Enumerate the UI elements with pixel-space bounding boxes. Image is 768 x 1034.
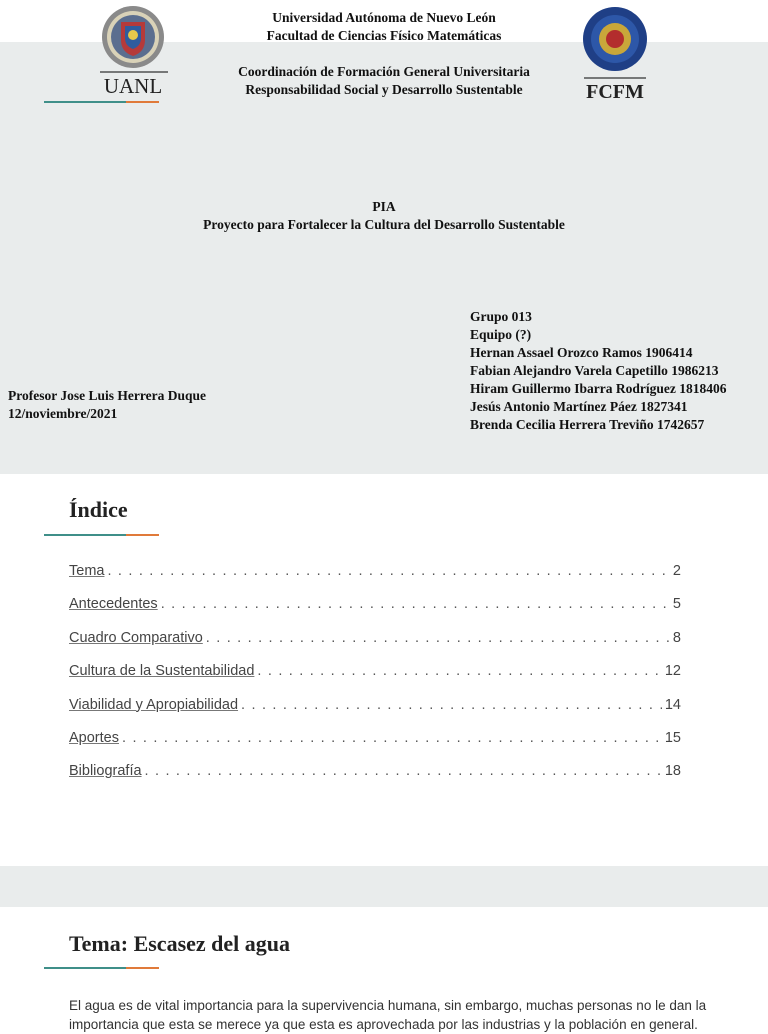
toc-page-number: 2 <box>672 563 681 579</box>
toc-leader <box>241 697 662 713</box>
team-member: Jesús Antonio Martínez Páez 1827341 <box>470 399 688 414</box>
university-name: Universidad Autónoma de Nuevo León <box>272 10 496 25</box>
toc-entry <box>69 763 681 796</box>
toc-link-tema[interactable]: Tema <box>69 563 105 579</box>
toc-link-antecedentes[interactable]: Antecedentes <box>69 596 158 613</box>
toc-leader <box>206 630 670 646</box>
document-title: PIA <box>372 199 396 214</box>
toc-entry <box>69 630 681 663</box>
group-label: Grupo 013 <box>470 309 532 324</box>
toc-entry <box>69 596 681 629</box>
page-separator <box>0 866 768 907</box>
team-label: Equipo (?) <box>470 327 532 342</box>
team-member: Hernan Assael Orozco Ramos 1906414 <box>470 345 693 360</box>
toc-entry <box>69 697 681 730</box>
uanl-accent-line <box>44 101 159 103</box>
team-member: Hiram Guillermo Ibarra Rodríguez 1818406 <box>470 381 727 396</box>
toc-entry <box>69 730 681 763</box>
toc-page-number: 14 <box>664 696 681 713</box>
document-date: 12/noviembre/2021 <box>8 406 118 421</box>
toc-link-bibliografia[interactable]: Bibliografía <box>69 763 142 780</box>
toc-leader <box>161 596 670 612</box>
svg-text:FCFM: FCFM <box>586 81 644 103</box>
toc-entry <box>69 563 681 596</box>
team-member: Fabian Alejandro Varela Capetillo 1986213 <box>470 363 719 378</box>
faculty-name: Facultad de Ciencias Físico Matemáticas <box>266 28 502 43</box>
topic-paragraph: El agua es de vital importancia para la supervivencia humana, sin embargo, muchas personas no le dan la importancia que esta se merece ya que esta es aprovechada por las industrias y la población en general. <box>69 998 707 1032</box>
toc-link-cuadro-comparativo[interactable]: Cuadro Comparativo <box>69 629 203 646</box>
toc-leader <box>107 563 669 579</box>
toc-leader <box>122 730 662 746</box>
index-accent-line <box>44 534 159 536</box>
svg-text:UANL: UANL <box>103 74 163 98</box>
toc-leader <box>257 663 661 679</box>
professor-info <box>8 387 206 423</box>
topic-title: Tema: Escasez del agua <box>69 931 291 956</box>
index-title: Índice <box>69 497 128 522</box>
document-subtitle: Proyecto para Fortalecer la Cultura del Desarrollo Sustentable <box>203 217 565 232</box>
team-member: Brenda Cecilia Herrera Treviño 1742657 <box>470 417 705 432</box>
toc-page-number: 5 <box>672 596 681 613</box>
team-info <box>470 308 726 434</box>
toc-page-number: 12 <box>664 663 681 680</box>
toc-entry <box>69 663 681 696</box>
area-name: Responsabilidad Social y Desarrollo Sustentable <box>245 82 523 97</box>
toc-link-viabilidad[interactable]: Viabilidad y Apropiabilidad <box>69 696 239 713</box>
toc-link-cultura-sustentabilidad[interactable]: Cultura de la Sustentabilidad <box>69 663 255 680</box>
toc-link-aportes[interactable]: Aportes <box>69 729 119 746</box>
topic-accent-line <box>44 967 159 969</box>
toc-page-number: 8 <box>672 629 681 646</box>
toc-page-number: 15 <box>664 729 681 746</box>
table-of-contents <box>69 563 681 797</box>
professor-name: Profesor Jose Luis Herrera Duque <box>8 388 206 403</box>
coordination-name: Coordinación de Formación General Universitaria <box>238 64 530 79</box>
toc-leader <box>145 763 662 779</box>
toc-page-number: 18 <box>664 763 681 780</box>
